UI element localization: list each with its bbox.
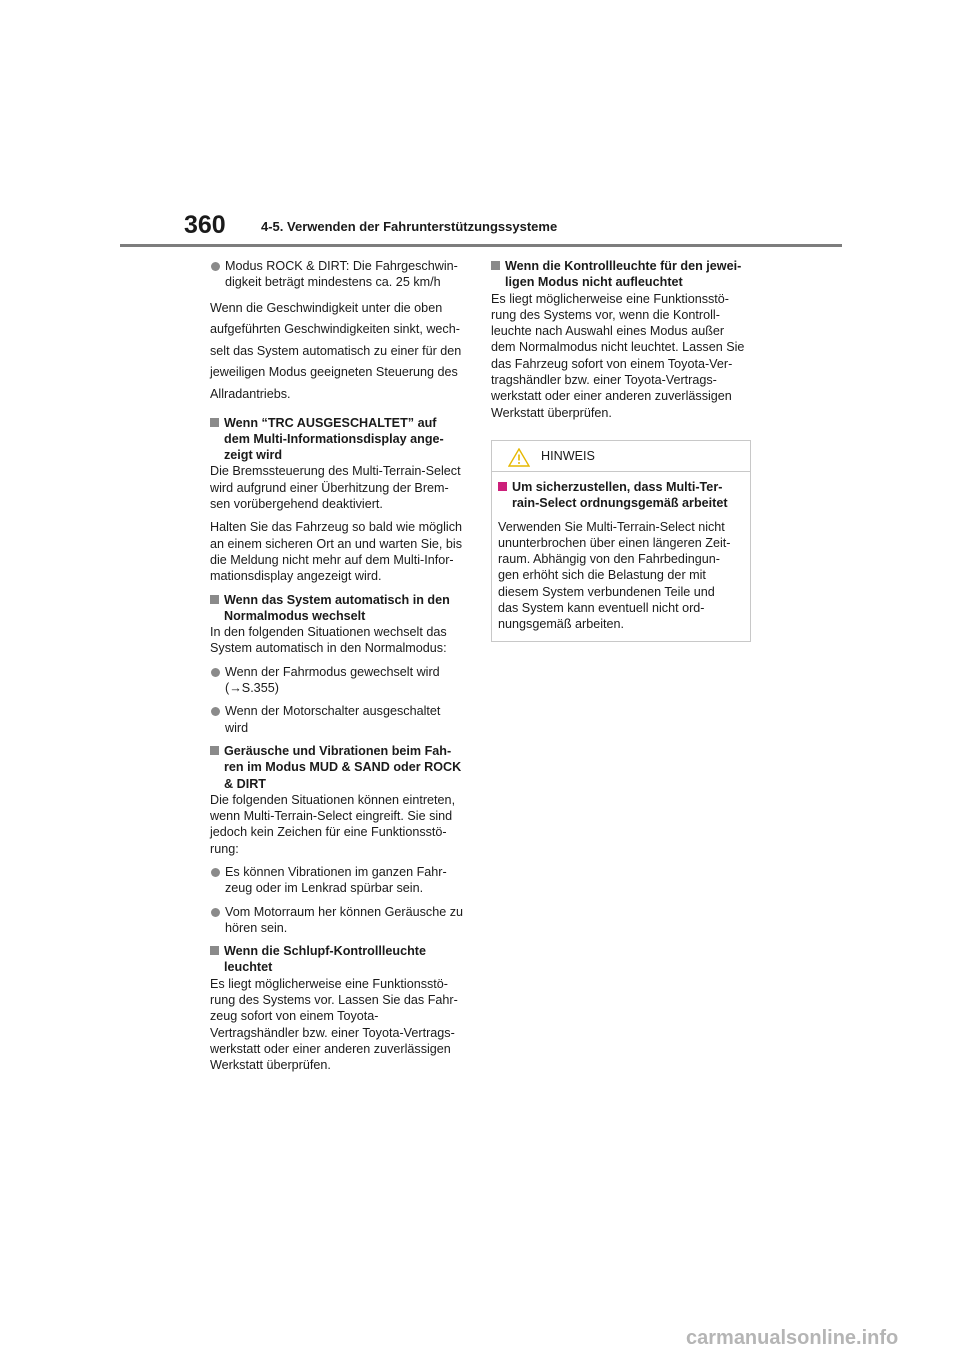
- bullet-text: Wenn der Motorschalter ausgeschaltet wird: [225, 704, 441, 735]
- heading-text: Um sicherzustellen, dass Multi-Ter- rain-Select ordnungsgemäß arbeitet: [512, 479, 728, 511]
- paragraph-noise: Die folgenden Situationen können eintreten, wenn Multi-Terrain-Select eingreift. Sie sind jedoch kein Zeichen für eine Funktionsstö- rung:: [210, 792, 456, 856]
- notice-header: [492, 441, 750, 472]
- bullet-dot-icon: [211, 668, 220, 677]
- bullet-text: Vom Motorraum her können Geräusche zu hören sein.: [225, 904, 464, 935]
- notice-box: [491, 440, 751, 642]
- bullet-dot-icon: [211, 908, 220, 917]
- header-rule: [120, 244, 842, 247]
- heading-square-icon: [210, 418, 219, 427]
- bullet-text: Es können Vibrationen im ganzen Fahr- zeug oder im Lenkrad spürbar sein.: [225, 864, 447, 896]
- watermark: carmanualsonline.info: [686, 1327, 899, 1349]
- heading-square-icon: [210, 595, 219, 604]
- paragraph-stop: Halten Sie das Fahrzeug so bald wie möglich an einem sicheren Ort an und warten Sie, bis die Meldung nicht mehr auf dem Multi-Infor- mationsdisplay angezeigt wird.: [210, 520, 463, 584]
- heading-slip-indicator: [210, 943, 468, 976]
- paragraph-slip: Es liegt möglicherweise eine Funktionsstö- rung des Systems vor. Lassen Sie das Fahr- zeug sofort von einem Toyota- Vertragshändler bzw. einer Toyota-Vertrags- werkstatt oder einer anderen zuverlässigen Werkstatt überprüfen.: [210, 976, 458, 1073]
- paragraph-brake: Die Bremssteuerung des Multi-Terrain-Select wird aufgrund einer Überhitzung der Brem- sen vorübergehend deaktiviert.: [210, 464, 461, 512]
- bullet-text: Wenn der Fahrmodus gewechselt wird (→S.355): [225, 664, 440, 696]
- paragraph-indicator: Es liegt möglicherweise eine Funktionsstö- rung des Systems vor, wenn die Kontroll- leuchte nach Auswahl eines Modus außer dem Normalmodus nicht leuchtet. Lassen Sie das Fahrzeug sofort von einem Toyota-Ver- tragshändler bzw. einer Toyota-Vertrags- werkstatt oder einer anderen zuverlässigen Werkstatt überprüfen.: [491, 291, 745, 420]
- bullet-engine-switch: [210, 703, 468, 736]
- bullet-engine-noise: [210, 904, 468, 937]
- paragraph-situations: In den folgenden Situationen wechselt das System automatisch in den Normalmodus:: [210, 625, 447, 656]
- paragraph-speed: Wenn die Geschwindigkeit unter die oben aufgeführten Geschwindigkeiten sinkt, wech- selt das System automatisch zu einer für den jeweiligen Modus geeigneten Steuerung des Allradantriebs.: [210, 300, 462, 401]
- heading-indicator-off: [491, 258, 751, 291]
- heading-square-icon: [498, 482, 507, 491]
- notice-body: [492, 472, 750, 633]
- bullet-dot-icon: [211, 262, 220, 271]
- notice-heading: [498, 479, 744, 512]
- bullet-dot-icon: [211, 707, 220, 716]
- warning-triangle-icon: [508, 448, 530, 467]
- heading-normal-mode: [210, 592, 468, 625]
- bullet-vibration: [210, 864, 468, 897]
- left-column: [210, 258, 468, 1081]
- heading-text: Wenn das System automatisch in den Normalmodus wechselt: [224, 592, 450, 623]
- heading-square-icon: [210, 746, 219, 755]
- heading-noise: [210, 743, 468, 792]
- heading-text: Wenn die Schlupf-Kontrollleuchte leuchtet: [224, 944, 426, 975]
- notice-text: Verwenden Sie Multi-Terrain-Select nicht ununterbrochen über einen längeren Zeit- raum. Abhängig von den Fahrbedingun- gen erhöht sich die Belastung der mit diesem System verbundenen Teile und das System kann eventuell nicht ord- nungsgemäß arbeiten.: [498, 519, 731, 632]
- page-number: 360: [184, 211, 226, 239]
- bullet-text: Modus ROCK & DIRT: Die Fahrgeschwin- digkeit beträgt mindestens ca. 25 km/h: [225, 259, 458, 290]
- bullet-rock-dirt: [210, 258, 468, 291]
- heading-square-icon: [491, 261, 500, 270]
- heading-text: Wenn “TRC AUSGESCHALTET” auf dem Multi-Informationsdisplay ange- zeigt wird: [224, 415, 444, 463]
- notice-label: HINWEIS: [541, 448, 595, 463]
- chapter-title: 4-5. Verwenden der Fahrunterstützungssysteme: [261, 219, 558, 234]
- heading-text: Geräusche und Vibrationen beim Fah- ren im Modus MUD & SAND oder ROCK & DIRT: [224, 743, 462, 791]
- heading-trc: [210, 415, 468, 464]
- bullet-dot-icon: [211, 868, 220, 877]
- bullet-drive-mode: [210, 664, 468, 697]
- heading-text: Wenn die Kontrollleuchte für den jewei- ligen Modus nicht aufleuchtet: [505, 259, 742, 290]
- heading-square-icon: [210, 946, 219, 955]
- right-column: [491, 258, 751, 642]
